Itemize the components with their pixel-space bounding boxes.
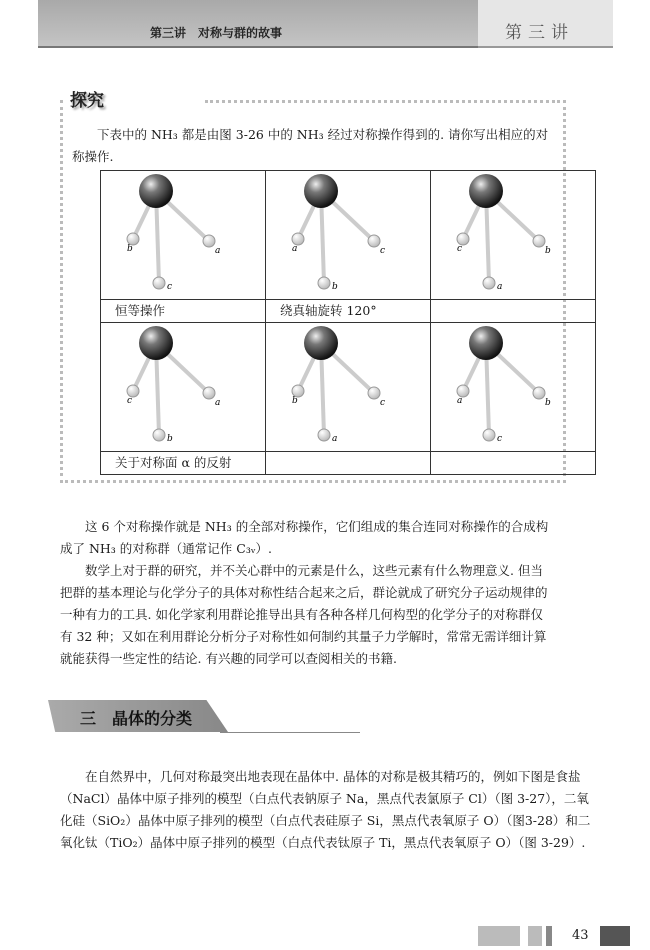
molecule-cell bbox=[266, 323, 431, 452]
molecule-table bbox=[100, 170, 596, 475]
hydrogen-atom bbox=[203, 387, 215, 399]
atom-label: c bbox=[167, 282, 173, 292]
nitrogen-atom bbox=[304, 326, 338, 360]
hydrogen-atom bbox=[318, 277, 330, 289]
operation-caption: 关于对称面 α 的反射 bbox=[101, 452, 266, 475]
running-title: 第三讲 对称与群的故事 bbox=[150, 26, 283, 40]
footer-decoration bbox=[600, 926, 630, 946]
atom-label: b bbox=[332, 282, 338, 292]
atom-label: c bbox=[457, 244, 463, 254]
molecule-cell bbox=[101, 323, 266, 452]
molecule-cell bbox=[431, 323, 596, 452]
atom-label: a bbox=[215, 398, 221, 408]
atom-label: c bbox=[127, 396, 133, 406]
nitrogen-atom bbox=[139, 174, 173, 208]
atom-label: b bbox=[292, 396, 298, 406]
atom-label: a bbox=[292, 244, 298, 254]
atom-label: a bbox=[332, 434, 338, 444]
footer-decoration bbox=[478, 926, 520, 946]
explore-title: 探究 bbox=[64, 86, 110, 111]
hydrogen-atom bbox=[533, 387, 545, 399]
atom-label: b bbox=[545, 398, 551, 408]
atom-label: b bbox=[545, 246, 551, 256]
nh3-molecule bbox=[101, 171, 251, 295]
explore-box-border bbox=[205, 100, 560, 103]
nitrogen-atom bbox=[469, 174, 503, 208]
atom-label: b bbox=[167, 434, 173, 444]
operation-answer-blank bbox=[431, 452, 596, 475]
section-title: 三 晶体的分类 bbox=[80, 709, 193, 728]
para-wrap bbox=[60, 516, 550, 670]
operation-answer-blank bbox=[266, 452, 431, 475]
nh3-molecule bbox=[266, 171, 416, 295]
molecule-cell bbox=[431, 171, 596, 300]
hydrogen-atom bbox=[318, 429, 330, 441]
atom-label: a bbox=[497, 282, 503, 292]
nh3-molecule bbox=[431, 323, 581, 447]
section-underline bbox=[220, 732, 360, 733]
operation-answer-blank bbox=[431, 300, 596, 323]
hydrogen-atom bbox=[368, 235, 380, 247]
atom-label: c bbox=[380, 398, 386, 408]
molecule-cell bbox=[101, 171, 266, 300]
operation-caption: 恒等操作 bbox=[101, 300, 266, 323]
explore-intro: 下表中的 NH₃ 都是由图 3-26 中的 NH₃ 经过对称操作得到的. 请你写出相应的对称操作. bbox=[72, 127, 549, 164]
atom-label: a bbox=[215, 246, 221, 256]
nitrogen-atom bbox=[304, 174, 338, 208]
paragraph: 这 6 个对称操作就是 NH₃ 的全部对称操作，它们组成的集合连同对称操作的合成构成了 NH₃ 的对称群（通常记作 C₃ᵥ）. bbox=[60, 519, 549, 556]
molecule-cell bbox=[266, 171, 431, 300]
footer-decoration bbox=[528, 926, 542, 946]
page-number: 43 bbox=[572, 928, 589, 943]
paragraph: 数学上对于群的研究，并不关心群中的元素是什么，这些元素有什么物理意义. 但当把群的基本理论与化学分子的具体对称性结合起来之后，群论就成了研究分子运动规律的一种有力的工具. 如化学家利用群论推导出具有各种各样几何构型的化学分子的对称群仅有 32 种；又如在利用群论分析分子对称性如何制约其量子力学解时，常常无需详细计算就能获得一些定性的结论. 有兴趣的同学可以查阅相关的书籍. bbox=[60, 563, 548, 666]
chapter-mark: 第三讲 bbox=[505, 23, 574, 43]
atom-label: c bbox=[497, 434, 503, 444]
hydrogen-atom bbox=[153, 277, 165, 289]
nitrogen-atom bbox=[139, 326, 173, 360]
operation-caption: 绕真轴旋转 120° bbox=[266, 300, 431, 323]
hydrogen-atom bbox=[483, 277, 495, 289]
footer-decoration bbox=[546, 926, 552, 946]
nh3-molecule bbox=[266, 323, 416, 447]
hydrogen-atom bbox=[153, 429, 165, 441]
atom-label: b bbox=[127, 244, 133, 254]
nitrogen-atom bbox=[469, 326, 503, 360]
section-paragraph: 在自然界中，几何对称最突出地表现在晶体中. 晶体的对称是极其精巧的，例如下图是食盐（NaCl）晶体中原子排列的模型（白点代表钠原子 Na，黑点代表氯原子 Cl）（图 3-27），二氧化硅（SiO₂）晶体中原子排列的模型（白点代表硅原子 Si，黑点代表氧原子 O）（图3-28）和二氧化钛（TiO₂）晶体中原子排列的模型（白点代表钛原子 Ti，黑点代表氧原子 O）（图 3-29）. bbox=[60, 769, 591, 850]
hydrogen-atom bbox=[483, 429, 495, 441]
hydrogen-atom bbox=[203, 235, 215, 247]
hydrogen-atom bbox=[368, 387, 380, 399]
nh3-molecule bbox=[101, 323, 251, 447]
atom-label: c bbox=[380, 246, 386, 256]
nh3-molecule bbox=[431, 171, 581, 295]
hydrogen-atom bbox=[533, 235, 545, 247]
atom-label: a bbox=[457, 396, 463, 406]
